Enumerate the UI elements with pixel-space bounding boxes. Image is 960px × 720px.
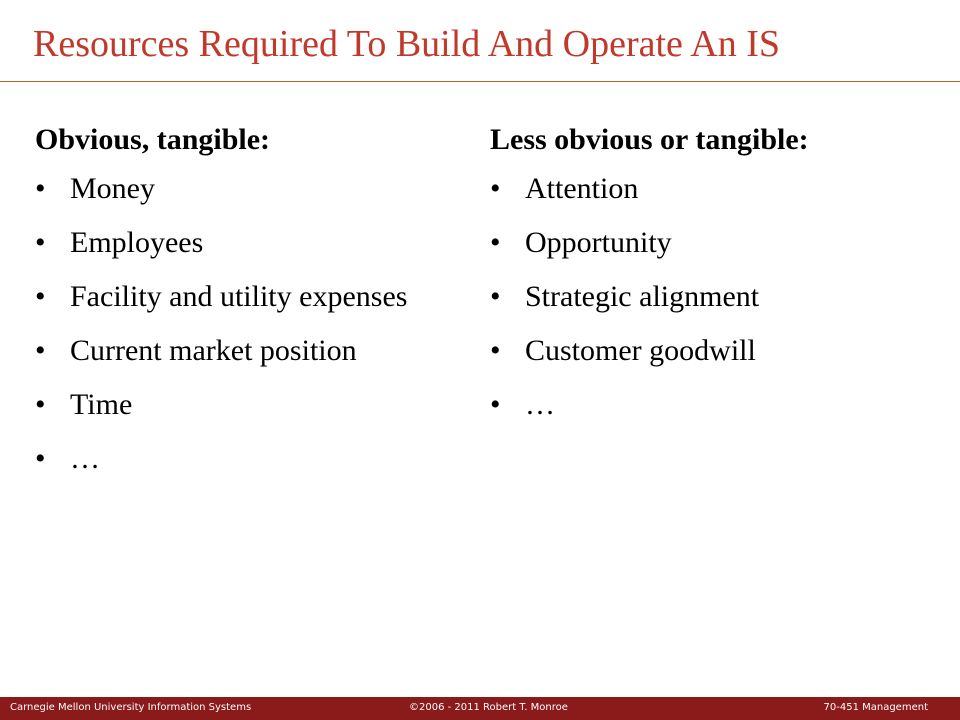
left-column [35,122,445,496]
footer-institution: Carnegie Mellon University Information Systems [10,702,252,713]
list-item-text: … [525,388,555,421]
title-divider [0,81,960,82]
bullet-icon: • [490,334,501,367]
list-item-text: … [70,442,100,475]
list-item [35,226,445,260]
list-item-text: Facility and utility expenses [70,280,408,313]
list-item-text: Money [70,172,155,205]
slide-title: Resources Required To Build And Operate An IS [33,23,781,65]
right-column-heading: Less obvious or tangible: [490,123,809,156]
list-item [35,334,445,368]
bullet-icon: • [35,280,46,313]
list-item-text: Attention [525,172,639,205]
footer-course: 70-451 Management [823,702,928,713]
bullet-icon: • [490,226,501,259]
list-item-text: Customer goodwill [525,334,756,367]
bullet-icon: • [35,226,46,259]
list-item [490,226,930,260]
bullet-icon: • [35,172,46,205]
bullet-icon: • [35,442,46,475]
bullet-icon: • [490,172,501,205]
bullet-icon: • [490,388,501,421]
list-item [490,280,930,314]
right-bullet-list [490,172,930,422]
list-item [490,388,930,422]
list-item-text: Current market position [70,334,357,367]
list-item [490,172,930,206]
list-item [490,334,930,368]
footer-copyright: ©2006 - 2011 Robert T. Monroe [409,702,568,713]
left-column-heading: Obvious, tangible: [35,123,271,156]
list-item-text: Employees [70,226,204,259]
right-column [490,122,930,442]
left-bullet-list [35,172,445,476]
bullet-icon: • [35,388,46,421]
list-item-text: Opportunity [525,226,672,259]
bullet-icon: • [35,334,46,367]
bullet-icon: • [490,280,501,313]
list-item-text: Time [70,388,133,421]
footer-bar [0,697,960,720]
list-item [35,388,445,422]
list-item [35,442,445,476]
list-item [35,280,445,314]
list-item [35,172,445,206]
list-item-text: Strategic alignment [525,280,760,313]
